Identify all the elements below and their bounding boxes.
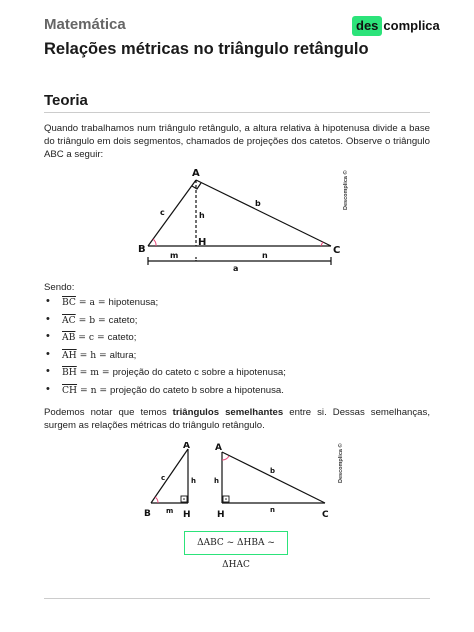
section-title: Teoria (44, 92, 88, 109)
similar-paragraph: Podemos notar que temos triângulos semelhantes entre si. Dessas semelhanças, surgem as relações métricas do triângulo retângulo. (44, 407, 430, 431)
label-side-c: c (160, 208, 165, 217)
triangle-figure-1 (0, 166, 474, 286)
list-item: • $\overline{AB} = c$ = cateto; (44, 331, 430, 349)
label-height-h: h (199, 211, 205, 220)
label-vertex-b: B (138, 244, 146, 255)
left-foot-h: H (183, 510, 191, 520)
right-label-b: b (270, 467, 276, 475)
label-vertex-c: C (333, 245, 341, 256)
label-vertex-a: A (192, 168, 200, 179)
right-label-h: h (214, 477, 219, 485)
similar-triangles-figure (0, 442, 474, 522)
label-foot-h: H (198, 237, 207, 248)
logo-left: des (352, 16, 382, 36)
section-divider (44, 112, 430, 113)
intro-paragraph: Quando trabalhamos num triângulo retângulo, a altura relativa à hipotenusa divide a base do triângulo em dois segmentos, chamados de projeções dos catetos. Observe o triângulo ABC a seguir: (44, 123, 430, 160)
sendo-label: Sendo: (44, 282, 75, 293)
left-label-m: m (166, 507, 174, 515)
left-label-c: c (161, 474, 166, 482)
list-item: • $\overline{BH} = m$ = projeção do cateto c sobre a hipotenusa; (44, 366, 430, 384)
right-vertex-a: A (215, 443, 222, 453)
left-label-h: h (191, 477, 196, 485)
similarity-box: ΔABC ~ ΔHBA ~ ΔHAC (184, 531, 288, 555)
right-foot-h: H (217, 510, 225, 520)
right-vertex-c: C (322, 510, 329, 520)
definitions-list (44, 296, 430, 402)
label-proj-n: n (262, 251, 268, 260)
left-vertex-b: B (144, 509, 151, 519)
list-item: • $\overline{AC} = b$ = cateto; (44, 314, 430, 332)
descomplica-logo (352, 16, 440, 38)
list-item: • $\overline{AH} = h$ = altura; (44, 349, 430, 367)
watermark-2: Descomplica © (338, 443, 344, 483)
label-proj-m: m (170, 251, 179, 260)
logo-right: complica (383, 18, 440, 33)
list-item: • $\overline{CH} = n$ = projeção do cateto b sobre a hipotenusa. (44, 384, 430, 402)
list-item: • $\overline{BC} = a$ = hipotenusa; (44, 296, 430, 314)
footer-divider (44, 598, 430, 599)
subject-title: Matemática (44, 16, 126, 33)
left-vertex-a: A (183, 442, 190, 451)
label-side-b: b (255, 199, 261, 208)
right-label-n: n (270, 506, 275, 514)
label-hyp-a: a (233, 264, 239, 273)
page-title: Relações métricas no triângulo retângulo (44, 40, 369, 58)
watermark-1: Descomplica © (343, 170, 349, 210)
